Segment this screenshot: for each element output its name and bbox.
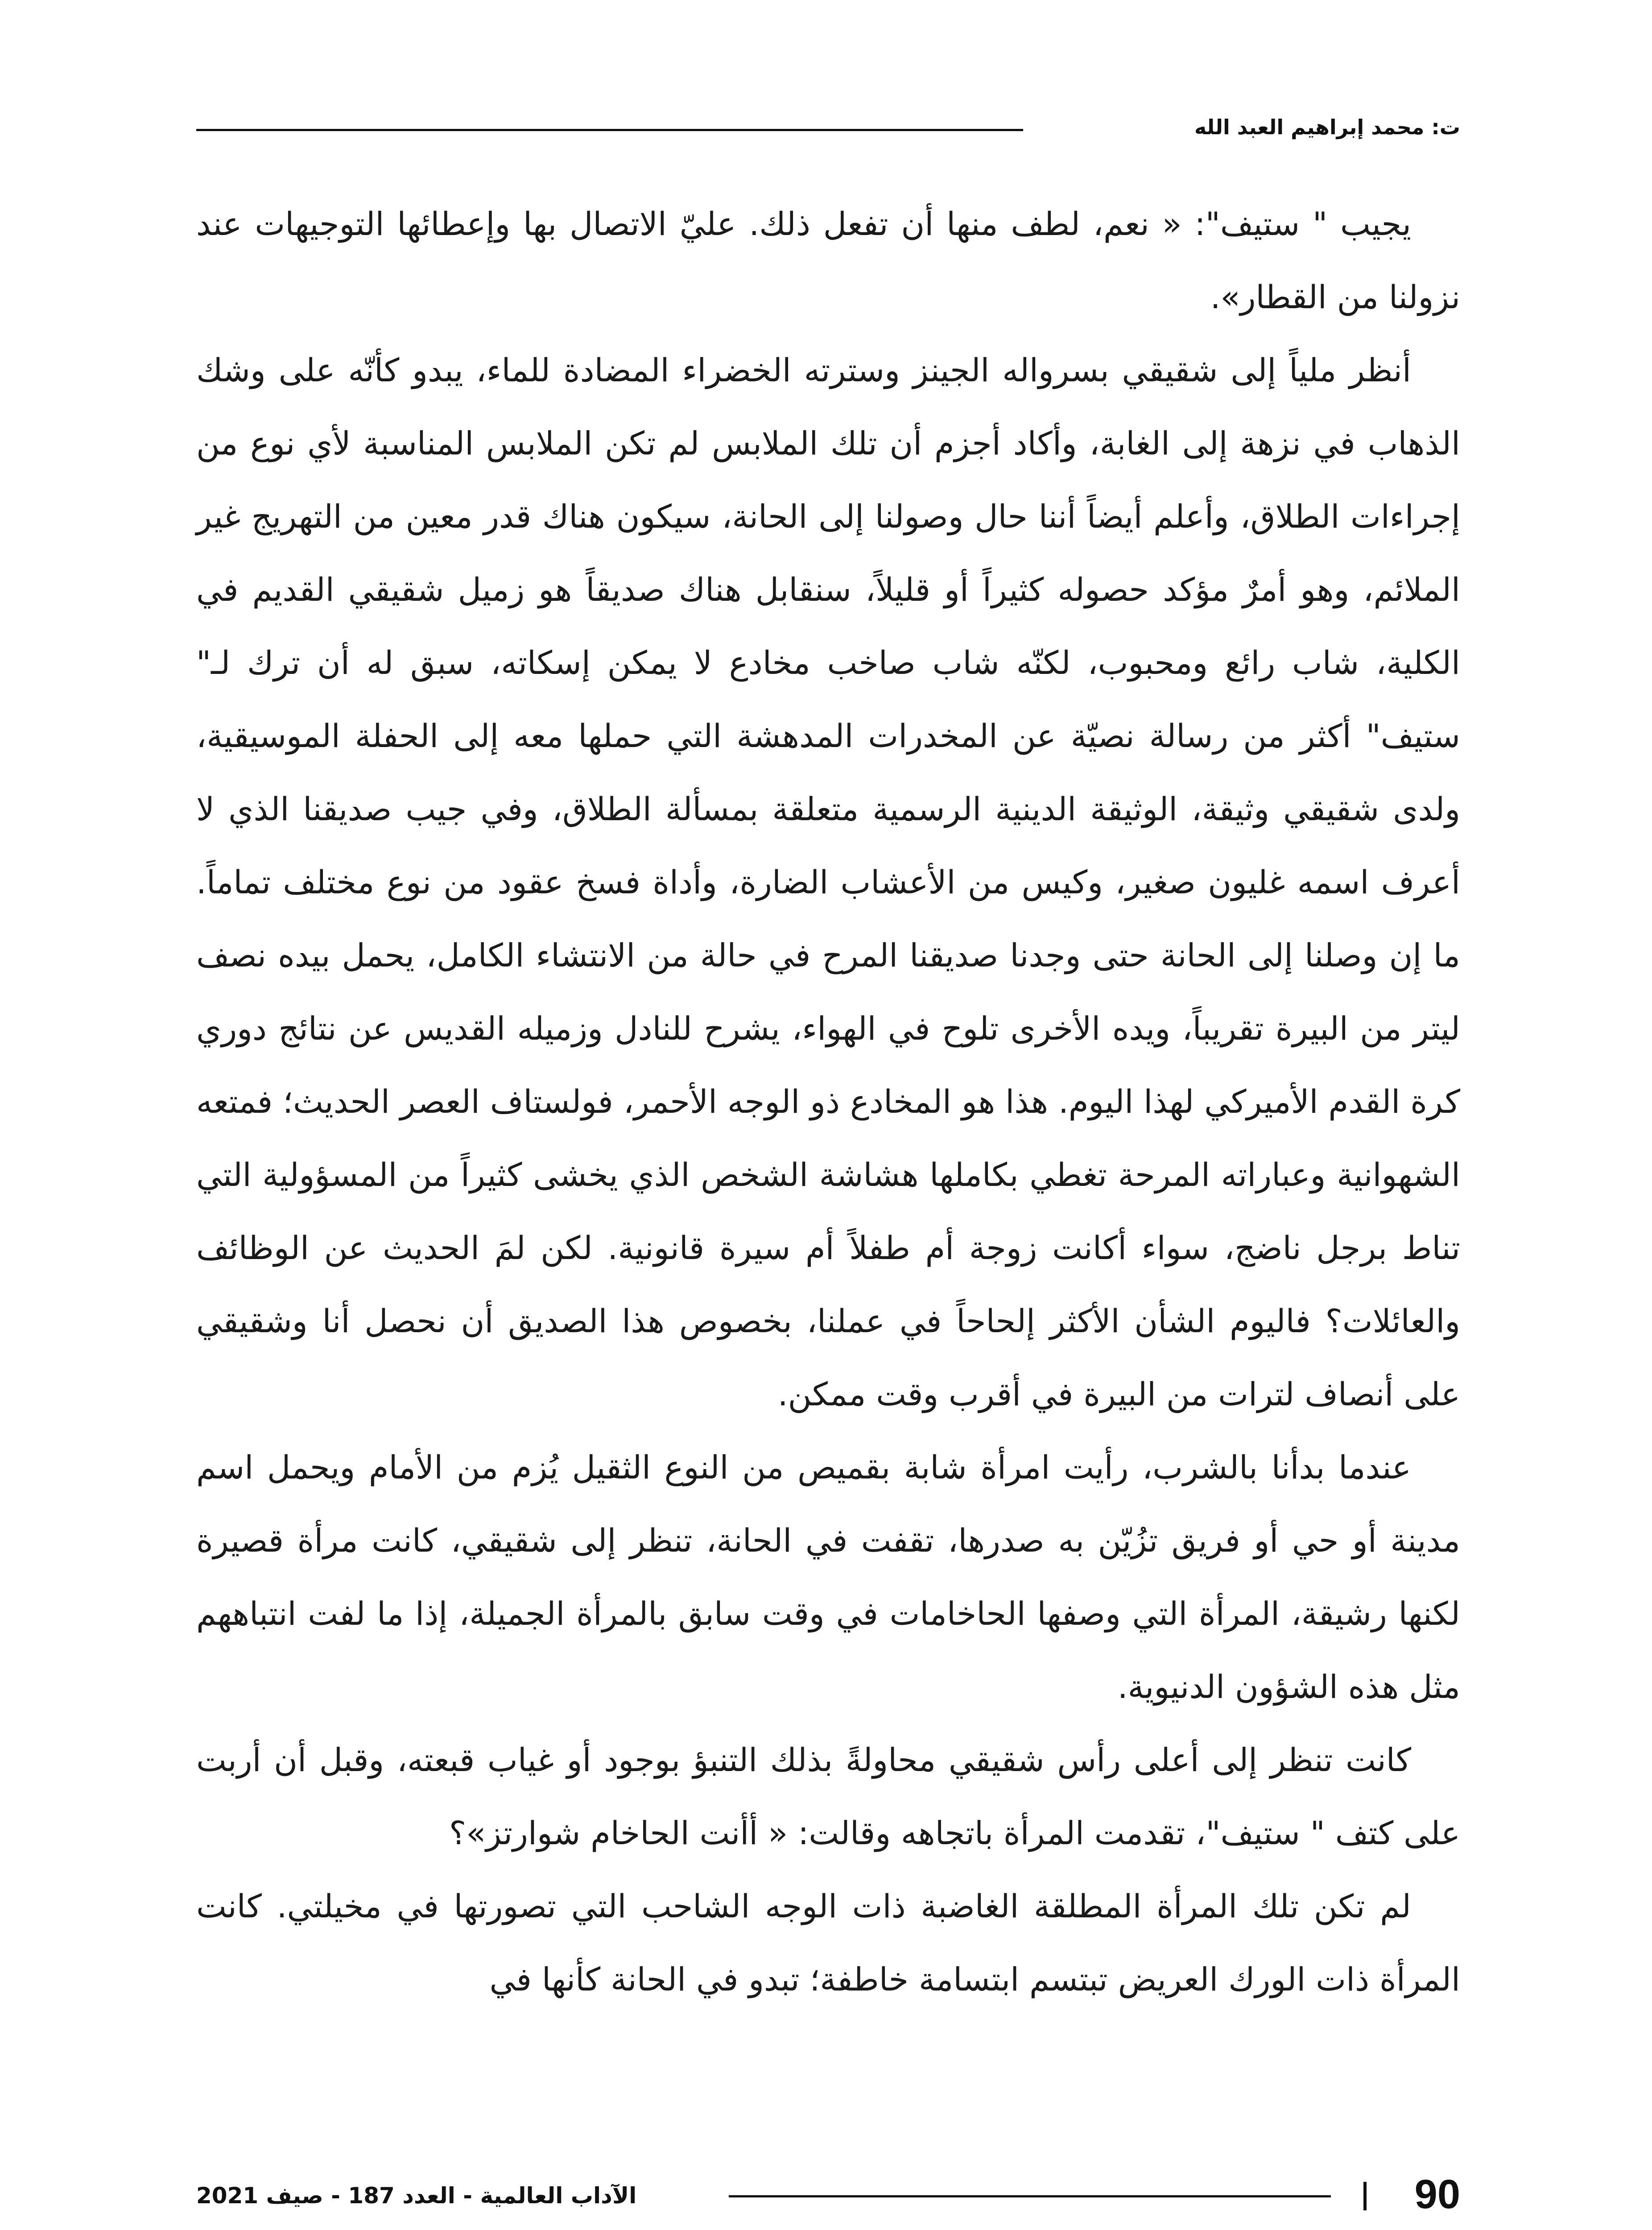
paragraph-4: كانت تنظر إلى أعلى رأس شقيقي محاولةً بذلك التنبؤ بوجود أو غياب قبعته، وقبل أن أربت على كتف " ستيف"، تقدمت المرأة باتجاهه وقالت: « أأنت الحاخام شوارتز»؟ (196, 1741, 1460, 1852)
paragraph-3: عندما بدأنا بالشرب، رأيت امرأة شابة بقميص من النوع الثقيل يُزم من الأمام ويحمل اسم مدينة أو حي أو فريق تزُيّن به صدرها، تقفت في الحانة، تنظر إلى شقيقي، كانت مرأة قصيرة لكنها رشيقة، المرأة التي وصفها الحاخامات في وقت سابق بالمرأة الجميلة، إذا ما لفت انتباههم مثل هذه الشؤون الدنيوية. (196, 1449, 1460, 1706)
translator-credit: ت: محمد إبراهيم العبد الله (1194, 115, 1460, 139)
footer-rule (729, 2195, 1331, 2197)
paragraph-1: يجيب " ستيف": « نعم، لطف منها أن تفعل ذلك. عليّ الاتصال بها وإعطائها التوجيهات عند نزولنا من القطار». (196, 205, 1460, 316)
paragraph-2: أنظر ملياً إلى شقيقي بسرواله الجينز وسترته الخضراء المضادة للماء، يبدو كأنّه على وشك الذهاب في نزهة إلى الغابة، وأكاد أجزم أن تلك الملابس لم تكن الملابس المناسبة لأي نوع من إجراءات الطلاق، وأعلم أيضاً أننا حال وصولنا إلى الحانة، سيكون هناك قدر معين من التهريج غير الملائم، وهو أمرٌ مؤكد حصوله كثيراً أو قليلاً، سنقابل هناك صديقاً هو زميل شقيقي القديم في الكلية، شاب رائع ومحبوب، لكنّه شاب صاخب مخادع لا يمكن إسكاته، سبق له أن ترك لـ" ستيف" أكثر من رسالة نصيّة عن المخدرات المدهشة التي حملها معه إلى الحفلة الموسيقية، ولدى شقيقي وثيقة، الوثيقة الدينية الرسمية متعلقة بمسألة الطلاق، وفي جيب صديقنا الذي لا أعرف اسمه غليون صغير، وكيس من الأعشاب الضارة، وأداة فسخ عقود من نوع مختلف تماماً. ما إن وصلنا إلى الحانة حتى وجدنا صديقنا المرح في حالة من الانتشاء الكامل، يحمل بيده نصف ليتر من البيرة تقريباً، ويده الأخرى تلوح في الهواء، يشرح للنادل وزميله القديس عن نتائج دوري كرة القدم الأميركي لهذا اليوم. هذا هو المخادع ذو الوجه الأحمر، فولستاف العصر الحديث؛ فمتعه الشهوانية وعباراته المرحة تغطي بكاملها هشاشة الشخص الذي يخشى كثيراً من المسؤولية التي تناط برجل ناضج، سواء أكانت زوجة أم طفلاً أم سيرة قانونية. لكن لمَ الحديث عن الوظائف والعائلات؟ فاليوم الشأن الأكثر إلحاحاً في عملنا، بخصوص هذا الصديق أن نحصل أنا وشقيقي على أنصاف لترات من البيرة في أقرب وقت ممكن. (196, 351, 1460, 1413)
page-number: 90 (1414, 2172, 1460, 2217)
footer-separator-bar (1363, 2182, 1367, 2210)
journal-issue: الآداب العالمية - العدد 187 - صيف 2021 (196, 2183, 637, 2209)
header-rule (196, 129, 1023, 131)
article-body (196, 187, 1460, 2016)
paragraph-5: لم تكن تلك المرأة المطلقة الغاضبة ذات الوجه الشاحب التي تصورتها في مخيلتي. كانت المرأة ذات الورك العريض تبتسم ابتسامة خاطفة؛ تبدو في الحانة كأنها في (196, 1887, 1460, 1998)
page-footer (196, 2172, 1460, 2217)
running-header (196, 114, 1460, 140)
